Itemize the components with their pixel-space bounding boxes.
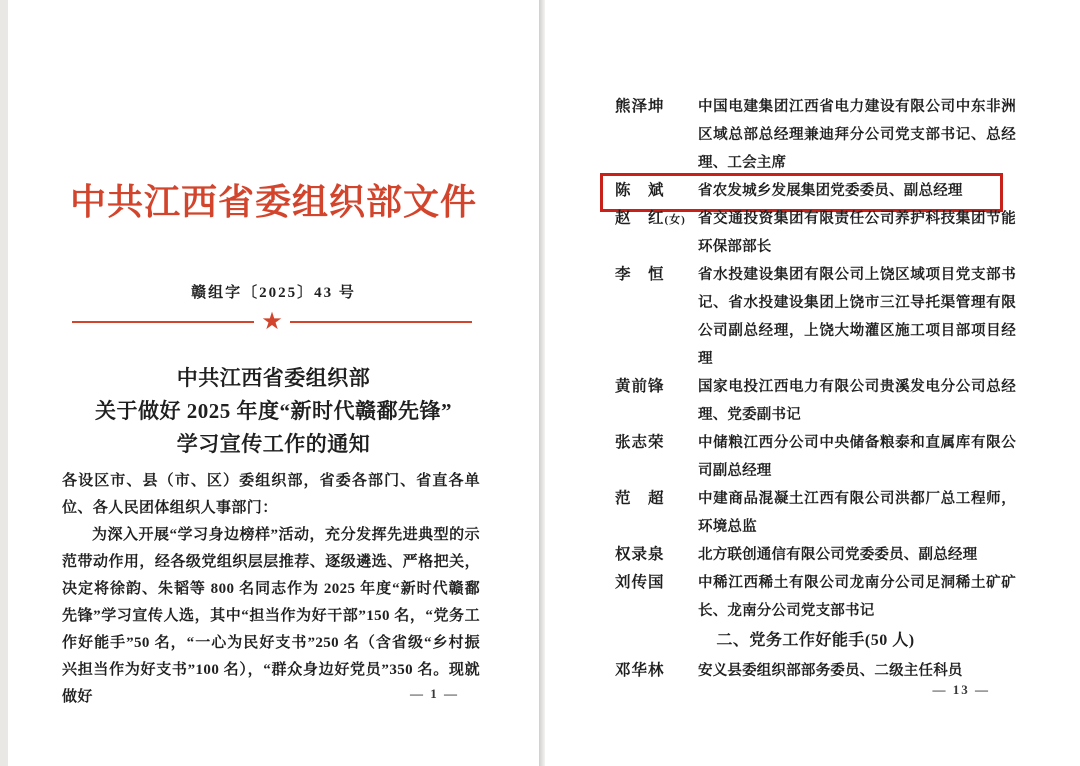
roster-entry — [615, 429, 1016, 485]
roster-desc: 省交通投资集团有限责任公司养护科技集团节能环保部部长 — [698, 211, 1016, 255]
page-number-right: — 13 — — [932, 682, 990, 697]
roster-entry-highlighted — [615, 177, 1016, 205]
roster-desc: 中稀江西稀土有限公司龙南分公司足洞稀土矿矿长、龙南分公司党支部书记 — [698, 575, 1016, 619]
roster-name: 李 恒 — [615, 266, 665, 283]
red-rule-left — [72, 321, 254, 324]
roster-entry — [615, 93, 1016, 177]
roster-list — [615, 93, 1016, 685]
roster-entry — [615, 657, 1016, 685]
notice-title-line-2: 关于做好 2025 年度“新时代赣鄱先锋” — [95, 399, 452, 423]
red-rule-right — [290, 321, 472, 324]
roster-desc: 省农发城乡发展集团党委委员、副总经理 — [698, 183, 963, 199]
roster-entry — [615, 569, 1016, 625]
red-star-rule — [72, 307, 472, 335]
notice-title-line-1: 中共江西省委组织部 — [176, 366, 371, 390]
roster-name: 陈 斌 — [615, 182, 665, 199]
roster-entry — [615, 261, 1016, 373]
notice-title — [8, 362, 539, 461]
roster-entry — [615, 541, 1016, 569]
roster-name: 范 超 — [615, 490, 665, 507]
roster-entry — [615, 205, 1016, 261]
notice-title-line-3: 学习宣传工作的通知 — [176, 432, 371, 456]
document-number: 赣组字〔2025〕43 号 — [191, 285, 356, 301]
section-heading: 二、党务工作好能手(50 人) — [716, 632, 915, 649]
roster-name: 熊泽坤 — [615, 98, 665, 115]
salutation: 各设区市、县（市、区）委组织部，省委各部门、省直各单位、各人民团体组织人事部门： — [62, 473, 480, 516]
roster-desc: 省水投建设集团有限公司上饶区域项目党支部书记、省水投建设集团上饶市三江导托渠管理有限公司副总经理，上饶大坳灌区施工项目部项目经理 — [698, 267, 1016, 367]
body-paragraph: 为深入开展“学习身边榜样”活动，充分发挥先进典型的示范带动作用，经各级党组织层层推荐、逐级遴选、严格把关，决定将徐韵、朱韬等 800 名同志作为 2025 年度“新时代赣鄱先锋”学习宣传人选，其中“担当作为好干部”150 名，“党务工作好能手”50 名，“一心为民好支书”250 名（含省级“乡村振兴担当作为好支书”100 名），“群众身边好党员”350 名。现就做好 — [62, 527, 480, 705]
red-star-icon: ★ — [261, 307, 283, 335]
roster-name: 黄前锋 — [615, 378, 665, 395]
roster-desc: 中建商品混凝土江西有限公司洪都厂总工程师，环境总监 — [698, 491, 1016, 535]
roster-name: 刘传国 — [615, 574, 665, 591]
roster-entry — [615, 373, 1016, 429]
roster-entry — [615, 485, 1016, 541]
page-left-cover — [8, 0, 539, 766]
red-letterhead-title: 中共江西省委组织部文件 — [69, 182, 477, 222]
roster-name: 权录泉 — [615, 546, 665, 563]
roster-desc: 安义县委组织部部务委员、二级主任科员 — [698, 663, 963, 679]
roster-desc: 北方联创通信有限公司党委委员、副总经理 — [698, 547, 978, 563]
roster-desc: 中国电建集团江西省电力建设有限公司中东非洲区域总部总经理兼迪拜分公司党支部书记、总经理、工会主席 — [698, 99, 1016, 171]
roster-name: 邓华林 — [615, 662, 665, 679]
page-right-roster — [545, 0, 1080, 766]
gender-suffix: (女) — [664, 214, 686, 226]
roster-desc: 中储粮江西分公司中央储备粮泰和直属库有限公司副总经理 — [698, 435, 1016, 479]
notice-body — [62, 468, 480, 711]
roster-name: 赵 红(女) — [615, 210, 686, 227]
roster-desc: 国家电投江西电力有限公司贵溪发电分公司总经理、党委副书记 — [698, 379, 1016, 423]
roster-name: 张志荣 — [615, 434, 665, 451]
page-number-left: — 1 — — [410, 686, 459, 701]
